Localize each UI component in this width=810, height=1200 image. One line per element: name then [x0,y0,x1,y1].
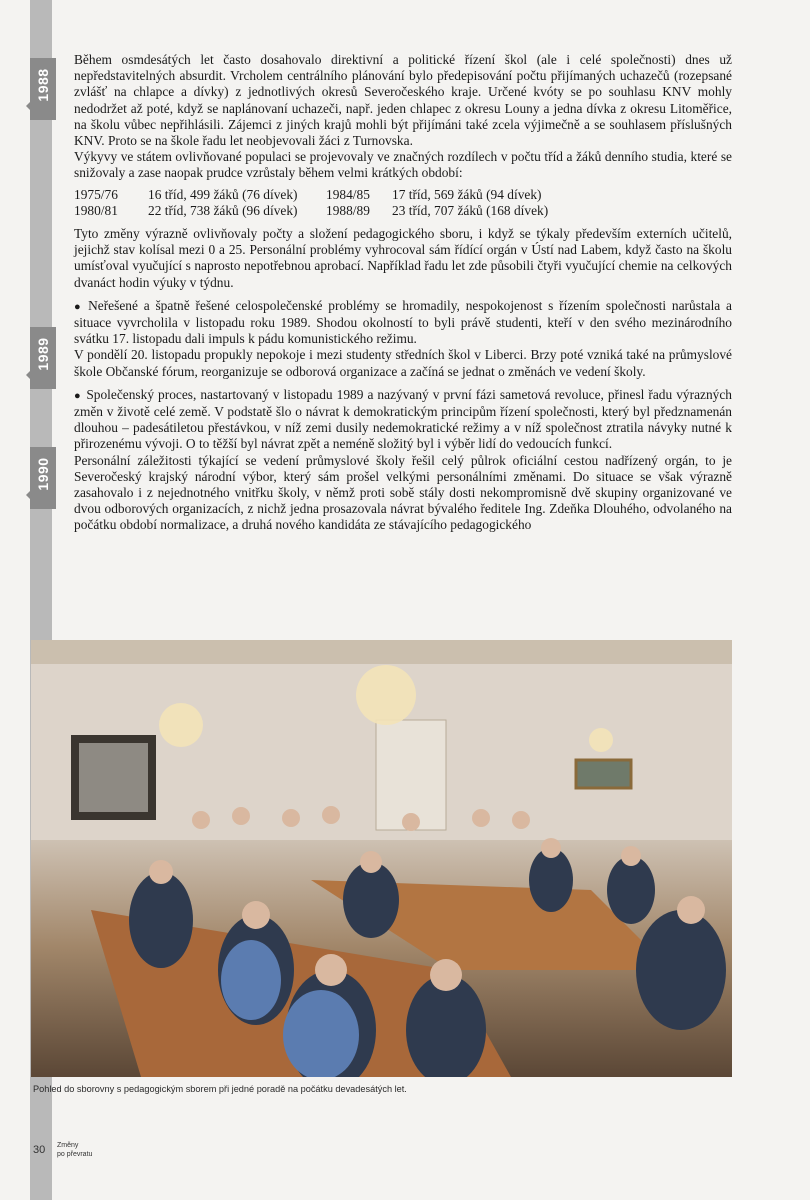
year-label: 1988 [35,68,51,102]
stats-value: 17 tříd, 569 žáků (94 dívek) [392,186,542,202]
year-marker-1988 [26,58,56,120]
year-marker-1990 [26,447,56,509]
year-marker-1989 [26,327,56,389]
stats-value: 22 tříd, 738 žáků (96 dívek) [148,202,298,218]
page-number: 30 [33,1144,46,1156]
section-label [57,1142,117,1159]
year-label: 1990 [35,457,51,491]
stats-year: 1988/89 [326,202,370,218]
paragraph: Tyto změny výrazně ovlivňovaly počty a složení pedagogického sboru, i když se týkaly především externích učitelů, jejichž stav kolísal mezi 0 a 25. Personální problémy vyhrocoval sám řídící orgán v Ústí nad Labem, když často na školu umísťoval vyučující s naprosto nepotřebnou aprobací. Například řadu let zde působili čtyři vyučující chemie na celkových dvanáct hodin výuky v týdnu. [74,226,732,290]
section-label-line: Změny [57,1142,79,1149]
section-label-line: po převratu [57,1150,93,1158]
article-text [74,52,732,534]
paragraph: V pondělí 20. listopadu propukly nepokoje i mezi studenty středních škol v Liberci. Brzy poté vzniká také na průmyslové škole Občanské fórum, reorganizuje se odborová organizace a začíná se jednat o změnách ve vedení školy. [74,347,732,379]
stats-year: 1984/85 [326,186,370,202]
paragraph: ● Neřešené a špatně řešené celospolečenské problémy se hromadily, nespokojenost s řízením společnosti narůstala a situace vyvrcholila v listopadu roku 1989. Shodou okolností to byli právě studenti, kteří v den svého mezinárodního svátku 17. listopadu dali impuls k pádu komunistického režimu. [74,298,732,348]
stats-value: 16 tříd, 499 žáků (76 dívek) [148,186,298,202]
stats-value: 23 tříd, 707 žáků (168 dívek) [392,202,549,218]
class-stats [74,187,732,219]
photo-caption: Pohled do sborovny s pedagogickým sborem při jedné poradě na počátku devadesátých let. [33,1084,407,1094]
paragraph: ● Společenský proces, nastartovaný v listopadu 1989 a nazývaný v první fázi sametová revoluce, přinesl řadu výrazných změn v životě celé země. V podstatě šlo o návrat k demokratickým principům řízení společnosti, který byl předznamenán dlouhou – padesátiletou přestávkou, v níž zemi dusily nedemokratické režimy a v níž společnost ztratila návyky nutné k přirozenému vývoji. O to těžší byl návrat zpět a neméně složitý byl i výběr lidí do vedoucích funkcí. [74,387,732,453]
meeting-photo-illustration [31,640,732,1077]
stats-year: 1980/81 [74,202,118,218]
paragraph: Během osmdesátých let často dosahovalo direktivní a politické řízení škol (ale i celé společnosti) dnes už nepředstavitelných absurdit. Vrcholem centrálního plánování bylo předepisování počtu přijímaných uchazečů (rozepsané zvlášť na chlapce a dívky) z jednotlivých okresů Severočeského kraje. Určené kvóty se po souhlasu KNV mohly nedodržet až poté, když se naplánovaní uchazeči, např. jeden chlapec z okresu Louny a jedna dívka z okresu Litoměřice, na školu vůbec nepřihlásili. Zájemci z jiných krajů mohli být přijímáni také zcela výjimečně a se souhlasem příslušných KNV. Proto se na škole řadu let neobjevovali žáci z Turnovska. [74,52,732,149]
year-label: 1989 [35,337,51,371]
paragraph: Výkyvy ve státem ovlivňované populaci se projevovaly ve značných rozdílech v počtu tříd a žáků denního studia, které se snižovaly a zase naopak prudce vzrůstaly během velmi krátkých období: [74,149,732,181]
stats-year: 1975/76 [74,186,118,202]
paragraph: Personální záležitosti týkající se vedení průmyslové školy řešil celý půlrok oficiální cestou nadřízený orgán, to je Severočeský krajský národní výbor, který sám prošel velkými personálními změnami. Do situace se však výrazně zasahovalo i z nejednotného vnitřku školy, v němž proti sobě stály dosti nekompromisně dvě skupiny organizované ve dvou odborových organizacích, z nichž jedna prosazovala návrat bývalého ředitele Ing. Zdeňka Dlouhého, odvolaného na počátku období normalizace, a druhá nového kandidáta ze stávajícího pedagogického [74,452,732,533]
staff-room-photo [31,640,732,1077]
